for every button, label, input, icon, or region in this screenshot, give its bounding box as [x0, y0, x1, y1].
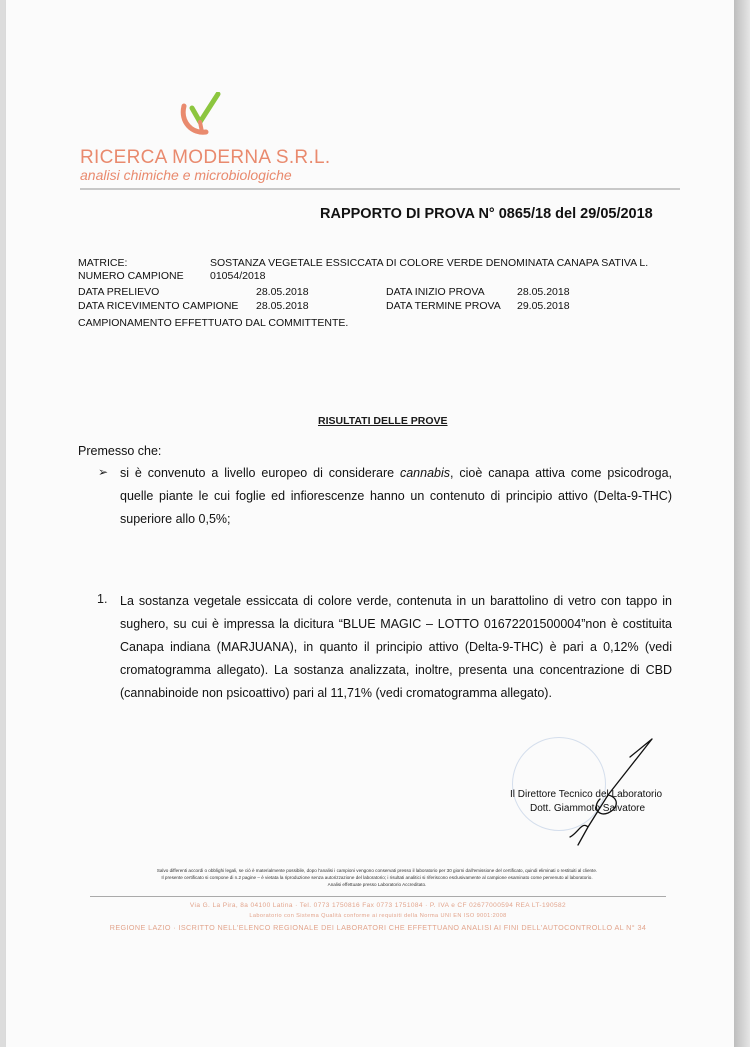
- arrow-bullet-icon: ➢: [98, 465, 109, 479]
- premessa-text: Premesso che:: [78, 444, 162, 458]
- footer-divider: [90, 896, 666, 897]
- numero-campione-label: NUMERO CAMPIONE: [78, 270, 184, 282]
- item-line-5: (cannabinoide non psicoattivo) pari al 11,71% (vedi cromatogramma allegato).: [120, 686, 552, 700]
- data-inizio-value: 28.05.2018: [517, 286, 570, 298]
- numero-campione-value: 01054/2018: [210, 270, 266, 282]
- item-line-3: Canapa indiana (MARJUANA), in quanto il principio attivo (Delta-9-THC) è pari a 0,12% (vedi: [120, 640, 672, 654]
- footer-address: Via G. La Pira, 8a 04100 Latina · Tel. 0773 1750816 Fax 0773 1751084 · P. IVA e CF 02677000594 REA LT-190582: [189, 902, 567, 909]
- item-line-4: cromatogramma allegato). La sostanza analizzata, inoltre, presenta una concentrazione di CBD: [120, 663, 672, 677]
- campionamento-note: CAMPIONAMENTO EFFETTUATO DAL COMMITTENTE.: [78, 317, 349, 329]
- bullet-line-1: si è convenuto a livello europeo di considerare cannabis, cioè canapa attiva come psicodroga,: [120, 466, 672, 480]
- bullet-line-3: superiore allo 0,5%;: [120, 512, 231, 526]
- fine-print-line-1: Salvo differenti accordi o obblighi legali, se ciò è materialmente possibile, dopo l'analisi i campioni vengono conservati presso il laboratorio per 30 giorni dall'emissione del certificato, quindi eliminati o restituiti al cliente.: [156, 868, 598, 873]
- report-title: RAPPORTO DI PROVA N° 0865/18 del 29/05/2018: [320, 206, 653, 222]
- company-subtitle: analisi chimiche e microbiologiche: [80, 167, 292, 183]
- item-number: 1.: [97, 592, 108, 606]
- section-title: RISULTATI DELLE PROVE: [318, 415, 448, 427]
- company-name: RICERCA MODERNA S.R.L.: [80, 147, 331, 168]
- data-ricevimento-value: 28.05.2018: [256, 300, 309, 312]
- company-logo: [178, 92, 224, 136]
- data-termine-label: DATA TERMINE PROVA: [386, 300, 501, 312]
- director-role: Il Direttore Tecnico del Laboratorio: [510, 789, 663, 800]
- footer-region: REGIONE LAZIO · ISCRITTO NELL'ELENCO REGIONALE DEI LABORATORI CHE EFFETTUANO ANALISI AI FINI DELL'AUTOCONTROLLO AL N° 34: [109, 923, 647, 932]
- data-termine-value: 29.05.2018: [517, 300, 570, 312]
- fine-print-line-2: Il presente certificato si compone di n.2 pagine – è vietata la riproduzione senza autorizzazione del laboratorio; i risultati analitici si riferiscono esclusivamente al campione esaminato come pervenuto al laboratorio.: [161, 875, 593, 880]
- header-divider: [80, 188, 680, 190]
- matrice-label: MATRICE:: [78, 257, 128, 269]
- item-line-1: La sostanza vegetale essiccata di colore verde, contenuta in un barattolino di vetro con tappo in: [120, 594, 672, 608]
- fine-print-line-3: Analisi effettuate presso Laboratorio Accreditato.: [327, 882, 427, 887]
- footer-quality: Laboratorio con Sistema Qualità conforme ai requisiti della Norma UNI EN ISO 9001:2008: [249, 913, 507, 919]
- matrice-value: SOSTANZA VEGETALE ESSICCATA DI COLORE VERDE DENOMINATA CANAPA SATIVA L.: [210, 257, 649, 269]
- data-ricevimento-label: DATA RICEVIMENTO CAMPIONE: [78, 300, 239, 312]
- page-edge-shadow: [734, 0, 750, 1047]
- bullet-line-2: quelle piante le cui foglie ed infiorescenze hanno un contenuto di principio attivo (Delta-9-THC): [120, 489, 672, 503]
- item-line-2: sughero, su cui è impressa la dicitura “BLUE MAGIC – LOTTO 01672201500004”non è costituita: [120, 617, 672, 631]
- director-name: Dott. Giammoto Salvatore: [530, 803, 646, 814]
- data-prelievo-label: DATA PRELIEVO: [78, 286, 160, 298]
- data-prelievo-value: 28.05.2018: [256, 286, 309, 298]
- data-inizio-label: DATA INIZIO PROVA: [386, 286, 485, 298]
